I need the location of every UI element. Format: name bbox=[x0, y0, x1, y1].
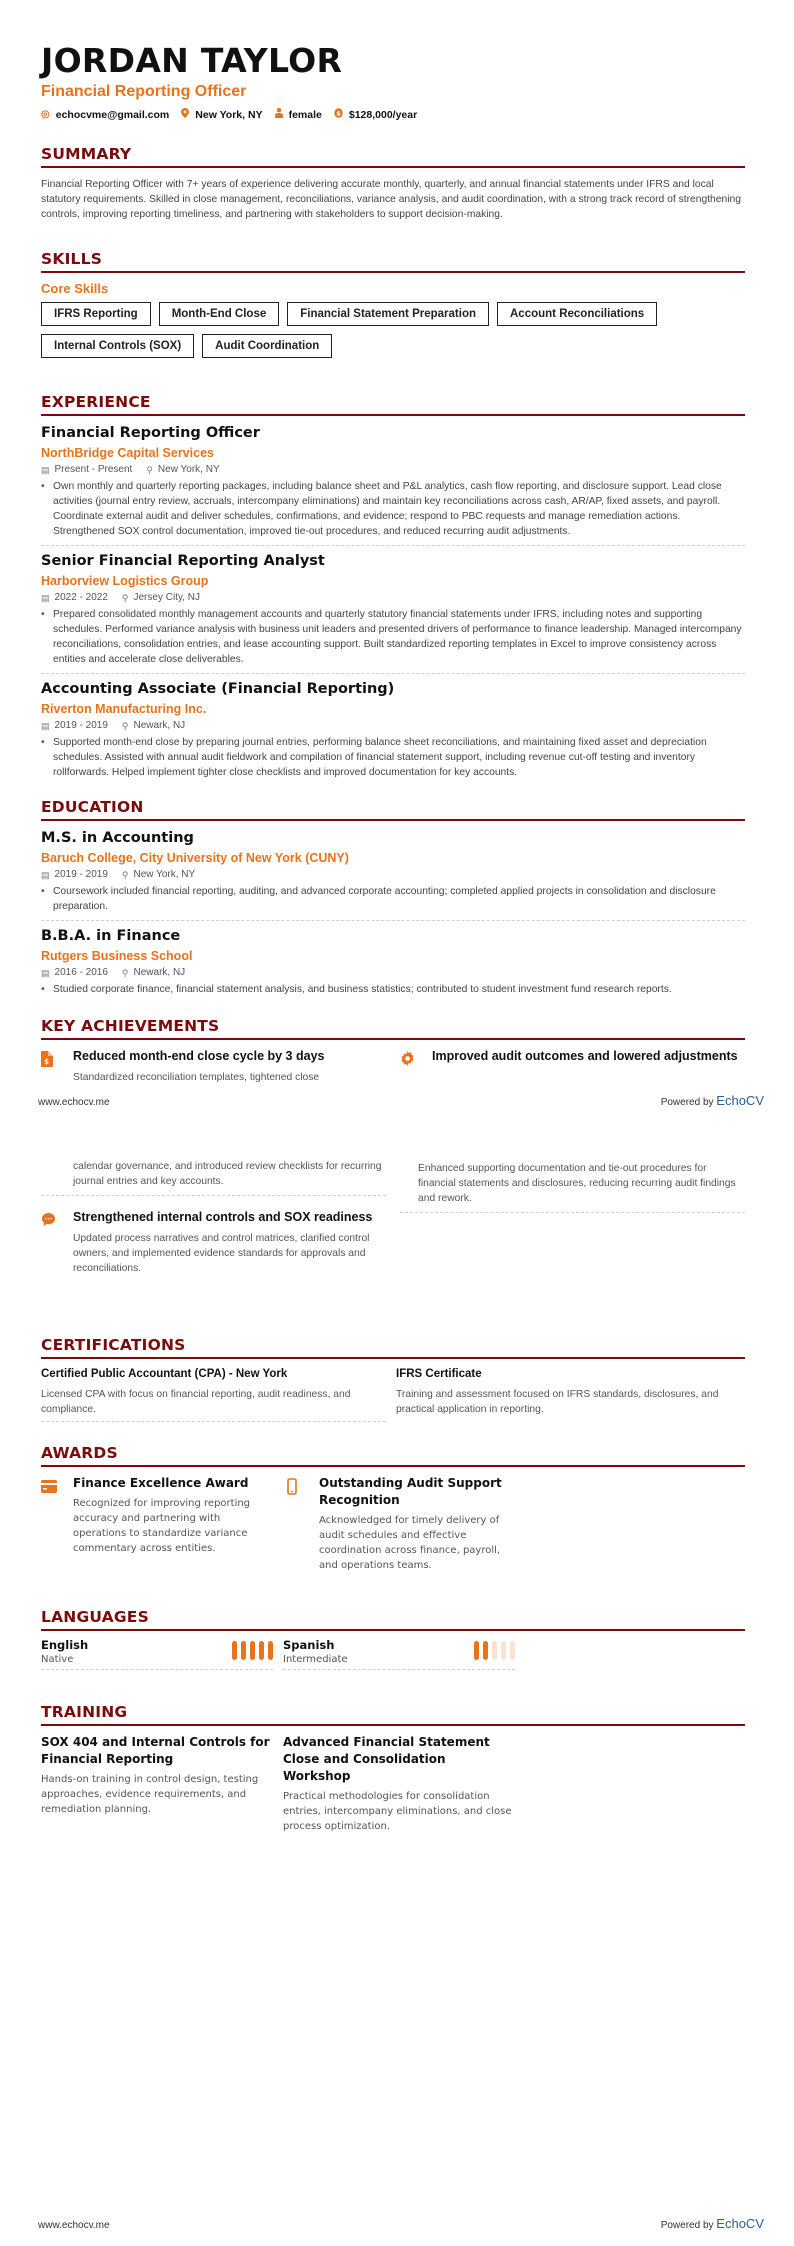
achievement-item bbox=[41, 1048, 386, 1085]
email-text: echocvme@gmail.com bbox=[55, 108, 170, 121]
calendar-icon: ▤ bbox=[41, 465, 50, 475]
job-title: Senior Financial Reporting Analyst bbox=[41, 553, 325, 569]
achievement-description: calendar governance, and introduced review checklists for recurring journal entries and key accounts. bbox=[73, 1161, 382, 1187]
job-description bbox=[41, 607, 745, 667]
section-divider bbox=[41, 1038, 745, 1040]
proficiency-bars bbox=[474, 1641, 515, 1660]
section-title: EXPERIENCE bbox=[41, 393, 151, 411]
award-item bbox=[287, 1475, 519, 1573]
location-pin-icon: ⚲ bbox=[146, 465, 153, 475]
education-meta bbox=[41, 868, 745, 882]
contact-email[interactable] bbox=[41, 109, 169, 121]
calendar-icon: ▤ bbox=[41, 870, 50, 880]
language-level: Intermediate bbox=[283, 1654, 348, 1665]
award-title: Finance Excellence Award bbox=[73, 1476, 249, 1490]
job-title: Accounting Associate (Financial Reporting) bbox=[41, 681, 395, 697]
education-location: New York, NY bbox=[133, 869, 196, 880]
language-level: Native bbox=[41, 1654, 74, 1665]
job-dates: 2019 - 2019 bbox=[54, 720, 108, 731]
training-title: SOX 404 and Internal Controls for Financial Reporting bbox=[41, 1735, 270, 1766]
language-item bbox=[41, 1637, 273, 1670]
location-pin-icon: ⚲ bbox=[121, 968, 129, 978]
section-title: KEY ACHIEVEMENTS bbox=[41, 1017, 220, 1035]
proficiency-bar-filled bbox=[474, 1641, 479, 1660]
training-description: Practical methodologies for consolidation entries, intercompany eliminations, and close process optimization. bbox=[283, 1791, 512, 1832]
job-location: Newark, NJ bbox=[133, 720, 186, 731]
page-footer bbox=[38, 1093, 764, 1108]
degree-title: B.B.A. in Finance bbox=[41, 928, 181, 944]
certification-title: IFRS Certificate bbox=[396, 1368, 482, 1380]
bullet-icon: • bbox=[41, 984, 45, 995]
award-title: Outstanding Audit Support Recognition bbox=[319, 1476, 502, 1507]
awards-section bbox=[41, 1443, 745, 1573]
skills-list bbox=[41, 302, 745, 358]
certification-item bbox=[396, 1366, 741, 1422]
achievement-item-continued bbox=[41, 1159, 386, 1196]
resume-page-2 bbox=[0, 1123, 794, 2246]
powered-by-label: Powered by bbox=[660, 2220, 717, 2231]
brand-logo[interactable]: EchoCV bbox=[716, 2216, 764, 2231]
candidate-name: JORDAN TAYLOR bbox=[41, 41, 343, 80]
section-title: SUMMARY bbox=[41, 145, 132, 163]
location-pin-icon: ⚲ bbox=[121, 721, 129, 731]
at-icon: ◎ bbox=[41, 108, 50, 120]
achievement-description: Enhanced supporting documentation and tie-out procedures for financial statements and disclosures, reducing recurring audit findings and rework. bbox=[418, 1163, 736, 1204]
skill-chip: Audit Coordination bbox=[202, 334, 332, 358]
training-item bbox=[41, 1734, 273, 1834]
achievements-section bbox=[41, 1016, 745, 1085]
location-pin-icon: ⚲ bbox=[121, 870, 129, 880]
summary-section bbox=[41, 144, 745, 222]
skill-chip: Month-End Close bbox=[159, 302, 280, 326]
resume-header bbox=[41, 42, 745, 121]
bullet-icon: • bbox=[41, 737, 45, 748]
languages-section bbox=[41, 1607, 745, 1670]
achievement-item bbox=[400, 1048, 745, 1085]
proficiency-bars bbox=[232, 1641, 273, 1660]
bullet-text: Own monthly and quarterly reporting packages, including balance sheet and P&L analytics, cash flow reporting, and disclosure support. Lead close activities (journal entry review, accruals, intercompany eliminations) and maintain key reconciliations across cash, AR/AP, fixed assets, and payroll. Coordinate external audit and deliver schedules, confirmations, and evidence; respond to PBC requests and manage remediation actions. Strengthened SOX control documentation, improved tie-out procedures, and reduced recurring audit adjustments. bbox=[53, 481, 722, 537]
award-description: Acknowledged for timely delivery of audit schedules and effective coordination across finance, payroll, and operations teams. bbox=[319, 1515, 501, 1571]
money-icon bbox=[334, 108, 343, 121]
section-title: LANGUAGES bbox=[41, 1608, 149, 1626]
spacer bbox=[41, 1159, 59, 1189]
job-meta bbox=[41, 463, 745, 477]
section-divider bbox=[41, 1629, 745, 1631]
section-title: AWARDS bbox=[41, 1444, 118, 1462]
language-name: Spanish bbox=[283, 1638, 335, 1652]
bullet-text: Coursework included financial reporting, auditing, and advanced corporate accounting; completed applied projects in consolidation and disclosure preparation. bbox=[53, 886, 716, 912]
job-description bbox=[41, 479, 745, 539]
experience-section bbox=[41, 392, 745, 792]
education-dates: 2016 - 2016 bbox=[54, 967, 108, 978]
proficiency-bar-empty bbox=[492, 1641, 497, 1660]
salary-text: $128,000/year bbox=[348, 108, 418, 121]
file-invoice-dollar-icon bbox=[41, 1048, 59, 1085]
candidate-role: Financial Reporting Officer bbox=[41, 83, 247, 100]
award-item bbox=[41, 1475, 273, 1573]
training-item bbox=[283, 1734, 515, 1834]
achievement-title: Strengthened internal controls and SOX readiness bbox=[73, 1210, 373, 1224]
svg-text:$: $ bbox=[44, 1058, 49, 1066]
training-description: Hands-on training in control design, testing approaches, evidence requirements, and remediation planning. bbox=[41, 1774, 259, 1815]
footer-powered-by bbox=[661, 1093, 764, 1108]
education-location: Newark, NJ bbox=[133, 967, 186, 978]
bullet-text: Supported month-end close by preparing journal entries, performing balance sheet reconciliations, and maintaining fixed asset and depreciation schedules. Assisted with annual audit fieldwork and compilation of financial statement support, including revenue cut-off testing and inventory rollforwards. Helped implement tighter close checklists and improved documentation for key accounts. bbox=[53, 737, 707, 778]
language-item bbox=[283, 1637, 515, 1670]
achievement-item-continued bbox=[400, 1159, 745, 1213]
certification-item bbox=[41, 1366, 386, 1422]
contact-line bbox=[41, 108, 745, 121]
section-title: SKILLS bbox=[41, 250, 103, 268]
location-pin-icon: ⚲ bbox=[121, 593, 129, 603]
contact-salary bbox=[334, 108, 417, 121]
skill-chip: IFRS Reporting bbox=[41, 302, 151, 326]
job-meta bbox=[41, 591, 745, 605]
bullet-text: Prepared consolidated monthly management accounts and quarterly statutory financial statements under IFRS, including notes and supporting schedules. Performed variance analysis with business unit leaders and presented drivers of performance to finance leadership. Managed intercompany reconciliations, consolidation entries, and lease accounting support. Built standardized reporting templates in Excel to improve consistency across entities and accelerate close deliverables. bbox=[53, 609, 742, 665]
bullet-icon: • bbox=[41, 609, 45, 620]
credit-card-icon bbox=[41, 1475, 59, 1573]
bullet-icon: • bbox=[41, 481, 45, 492]
training-section bbox=[41, 1702, 745, 1834]
education-description bbox=[41, 884, 745, 914]
job-description bbox=[41, 735, 745, 780]
education-meta bbox=[41, 966, 745, 980]
job-meta bbox=[41, 719, 745, 733]
skills-section bbox=[41, 249, 745, 358]
summary-text: Financial Reporting Officer with 7+ years of experience delivering accurate monthly, quarterly, and annual financial statements under IFRS and local statutory requirements. Skilled in close management, reconciliations, variance analysis, and audit coordination, with a strong track record of strengthening controls, improving reporting timeliness, and partnering with stakeholders to support decision-making. bbox=[41, 179, 741, 220]
achievement-title: Improved audit outcomes and lowered adjustments bbox=[432, 1049, 738, 1063]
school-name: Baruch College, City University of New York (CUNY) bbox=[41, 851, 349, 865]
company-name: NorthBridge Capital Services bbox=[41, 446, 214, 460]
gear-icon bbox=[400, 1048, 418, 1085]
education-dates: 2019 - 2019 bbox=[54, 869, 108, 880]
gender-text: female bbox=[288, 108, 322, 121]
experience-entry bbox=[41, 680, 745, 786]
education-description bbox=[41, 982, 745, 997]
job-location: New York, NY bbox=[157, 464, 220, 475]
experience-entry bbox=[41, 552, 745, 674]
proficiency-bar-filled bbox=[268, 1641, 273, 1660]
education-section bbox=[41, 797, 745, 1009]
section-title: TRAINING bbox=[41, 1703, 128, 1721]
svg-text:$: $ bbox=[336, 109, 341, 118]
proficiency-bar-filled bbox=[483, 1641, 488, 1660]
section-divider bbox=[41, 271, 745, 273]
achievement-description: Standardized reconciliation templates, tightened close bbox=[73, 1072, 320, 1083]
location-pin-icon bbox=[181, 108, 189, 121]
calendar-icon: ▤ bbox=[41, 968, 50, 978]
section-divider bbox=[41, 1724, 745, 1726]
calendar-icon: ▤ bbox=[41, 593, 50, 603]
contact-location bbox=[181, 108, 262, 121]
person-icon bbox=[275, 108, 283, 121]
brand-logo[interactable]: EchoCV bbox=[716, 1093, 764, 1108]
skill-chip: Internal Controls (SOX) bbox=[41, 334, 194, 358]
education-entry bbox=[41, 927, 745, 1003]
skill-chip: Financial Statement Preparation bbox=[287, 302, 489, 326]
footer-url[interactable]: www.echocv.me bbox=[38, 2220, 110, 2231]
section-divider bbox=[41, 166, 745, 168]
job-dates: Present - Present bbox=[54, 464, 133, 475]
experience-entry bbox=[41, 424, 745, 546]
proficiency-bar-filled bbox=[250, 1641, 255, 1660]
mobile-phone-icon bbox=[287, 1475, 305, 1573]
achievement-item bbox=[41, 1209, 386, 1276]
job-title: Financial Reporting Officer bbox=[41, 425, 260, 441]
achievements-continued bbox=[41, 1159, 745, 1276]
calendar-icon: ▤ bbox=[41, 721, 50, 731]
footer-powered-by bbox=[661, 2216, 764, 2231]
school-name: Rutgers Business School bbox=[41, 949, 193, 963]
company-name: Harborview Logistics Group bbox=[41, 574, 209, 588]
certification-description: Licensed CPA with focus on financial reporting, audit readiness, and compliance. bbox=[41, 1389, 351, 1415]
bullet-text: Studied corporate finance, financial statement analysis, and business statistics; contributed to student investment fund research reports. bbox=[53, 984, 672, 995]
powered-by-label: Powered by bbox=[660, 1097, 717, 1108]
skills-group-title: Core Skills bbox=[41, 281, 109, 296]
section-title: EDUCATION bbox=[41, 798, 144, 816]
section-divider bbox=[41, 819, 745, 821]
certification-description: Training and assessment focused on IFRS standards, disclosures, and practical application in reporting. bbox=[396, 1389, 719, 1415]
section-divider bbox=[41, 1465, 745, 1467]
proficiency-bar-empty bbox=[510, 1641, 515, 1660]
education-entry bbox=[41, 829, 745, 921]
section-title: CERTIFICATIONS bbox=[41, 1336, 186, 1354]
language-name: English bbox=[41, 1638, 89, 1652]
proficiency-bar-filled bbox=[232, 1641, 237, 1660]
award-description: Recognized for improving reporting accuracy and partnering with operations to standardize variance commentary across entities. bbox=[73, 1498, 251, 1554]
chat-bubble-icon bbox=[41, 1209, 59, 1276]
proficiency-bar-empty bbox=[501, 1641, 506, 1660]
achievement-title: Reduced month-end close cycle by 3 days bbox=[73, 1049, 325, 1063]
job-dates: 2022 - 2022 bbox=[54, 592, 108, 603]
spacer bbox=[400, 1159, 404, 1206]
job-location: Jersey City, NJ bbox=[133, 592, 200, 603]
page-footer bbox=[38, 2216, 764, 2231]
certifications-section bbox=[41, 1335, 745, 1422]
training-title: Advanced Financial Statement Close and Consolidation Workshop bbox=[283, 1735, 490, 1783]
company-name: Riverton Manufacturing Inc. bbox=[41, 702, 207, 716]
achievement-description: Updated process narratives and control matrices, clarified control owners, and implemented evidence standards for approvals and reconciliations. bbox=[73, 1233, 370, 1274]
certification-title: Certified Public Accountant (CPA) - New York bbox=[41, 1368, 288, 1380]
contact-gender bbox=[275, 108, 322, 121]
footer-url[interactable]: www.echocv.me bbox=[38, 1097, 110, 1108]
skill-chip: Account Reconciliations bbox=[497, 302, 657, 326]
section-divider bbox=[41, 414, 745, 416]
section-divider bbox=[41, 1357, 745, 1359]
proficiency-bar-filled bbox=[259, 1641, 264, 1660]
degree-title: M.S. in Accounting bbox=[41, 830, 194, 846]
proficiency-bar-filled bbox=[241, 1641, 246, 1660]
location-text: New York, NY bbox=[195, 108, 263, 121]
bullet-icon: • bbox=[41, 886, 45, 897]
